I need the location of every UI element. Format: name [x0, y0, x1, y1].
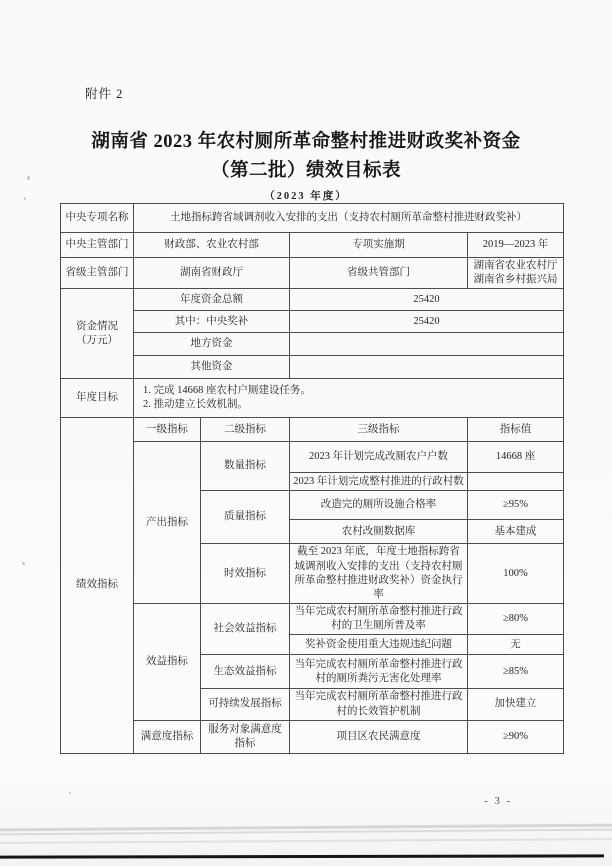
central-dept-label: 中央主管部门: [61, 233, 134, 258]
page-edge-line: [0, 838, 612, 843]
funds-row-value: 25420: [290, 311, 564, 333]
scan-speck: [22, 562, 25, 565]
perf-level1-benefit: 效益指标: [134, 604, 201, 721]
perf-indicator-value: 基本建成: [468, 520, 564, 544]
funds-section-label: [61, 289, 134, 379]
period-value: 2019—2023 年: [468, 233, 564, 258]
annual-goal-label: 年度目标: [61, 379, 134, 418]
funds-label-line2: （万元）: [76, 334, 118, 346]
co-dept-label: 省级共管部门: [290, 258, 468, 289]
perf-indicator: 农村改厕数据库: [290, 520, 468, 544]
perf-indicator: 项目区农民满意度: [290, 720, 468, 753]
co-dept-value: [468, 258, 564, 289]
perf-level2-sustainable: 可持续发展指标: [201, 689, 290, 720]
funds-row-label: 其中：中央奖补: [134, 311, 290, 333]
perf-indicator: 当年完成农村厕所革命整村推进行政村的厕所粪污无害化处理率: [290, 655, 468, 689]
annual-goal-line2: 2. 推动建立长效机制。: [143, 399, 248, 411]
annual-goal-line1: 1. 完成 14668 座农村户厕建设任务。: [143, 385, 311, 397]
co-dept-value-line2: 湖南省乡村振兴局: [473, 274, 558, 286]
attachment-label: 附件 2: [85, 87, 124, 101]
perf-indicator: 2023 年计划完成整村推进的行政村数: [290, 473, 468, 491]
perf-indicator: 改造完的厕所设施合格率: [290, 491, 468, 520]
perf-indicator: 奖补资金使用重大违规违纪问题: [290, 635, 468, 655]
perf-indicator: 当年完成农村厕所革命整村推进行政村的卫生厕所普及率: [290, 604, 468, 635]
perf-level1-output: 产出指标: [134, 442, 201, 604]
perf-level2-timeliness: 时效指标: [201, 544, 290, 604]
perf-indicator-value: ≥90%: [468, 720, 564, 753]
perf-level2-social: 社会效益指标: [201, 604, 290, 655]
funds-row-value: 25420: [290, 289, 564, 311]
perf-indicator-value: ≥85%: [468, 655, 564, 689]
annual-goal-value: [134, 379, 564, 418]
perf-indicator-value: [468, 473, 564, 491]
perf-indicator-value: ≥95%: [468, 491, 564, 520]
central-dept-value: 财政部、农业农村部: [134, 233, 290, 258]
perf-indicator-value: ≥80%: [468, 604, 564, 635]
co-dept-value-line1: 湖南省农业农村厅: [473, 260, 558, 271]
perf-header-level3: 三级指标: [290, 418, 468, 442]
document-title-line2: （第二批）绩效目标表: [210, 161, 401, 181]
perf-indicator-value: 14668 座: [468, 442, 564, 473]
perf-indicator-value: 加快建立: [468, 689, 564, 720]
funds-row-label: 年度资金总额: [134, 289, 290, 311]
perf-indicator: 当年完成农村厕所革命整村推进行政村的长效管护机制: [290, 689, 468, 720]
period-label: 专项实施期: [290, 233, 468, 258]
document-title-line1: 湖南省 2023 年农村厕所革命整村推进财政奖补资金: [91, 132, 521, 152]
project-name-label: 中央专项名称: [61, 204, 134, 233]
perf-level2-ecological: 生态效益指标: [201, 655, 290, 689]
funds-row-label: 地方资金: [134, 333, 290, 356]
provincial-dept-value: 湖南省财政厅: [134, 258, 290, 289]
perf-level2-quality: 质量指标: [201, 491, 290, 544]
perf-level1-satisfaction: 满意度指标: [134, 720, 201, 753]
perf-indicator: 2023 年计划完成改厕农户户数: [290, 442, 468, 473]
funds-row-value: [290, 333, 564, 356]
perf-header-level2: 二级指标: [201, 418, 290, 442]
funds-label-line1: 资金情况: [76, 320, 118, 332]
perf-level2-quantity: 数量指标: [201, 442, 290, 491]
scan-speck: [27, 176, 30, 180]
project-name-value: 土地指标跨省域调剂收入安排的支出（支持农村厕所革命整村推进财政奖补）: [134, 204, 564, 233]
perf-indicator: 截至 2023 年底，年度土地指标跨省域调剂收入安排的支出（支持农村厕所革命整村推进财政奖补）资金执行率: [290, 544, 468, 604]
document-subtitle-year: （2023 年度）: [264, 191, 348, 202]
funds-row-label: 其他资金: [134, 356, 290, 379]
perf-indicator-value: 无: [468, 635, 564, 655]
perf-header-level1: 一级指标: [134, 418, 201, 442]
funds-row-value: [290, 356, 564, 379]
scan-speck: [24, 197, 26, 200]
performance-target-table: [60, 203, 564, 754]
scan-speck: [69, 792, 71, 794]
perf-indicator-value: 100%: [468, 544, 564, 604]
perf-level2-satisfaction: 服务对象满意度指标: [201, 720, 290, 753]
perf-header-value: 指标值: [468, 418, 564, 442]
performance-section-label: 绩效指标: [61, 418, 134, 753]
provincial-dept-label: 省级主管部门: [61, 258, 134, 289]
scanner-edge-bar: [0, 854, 604, 858]
page-number: - 3 -: [484, 795, 513, 807]
